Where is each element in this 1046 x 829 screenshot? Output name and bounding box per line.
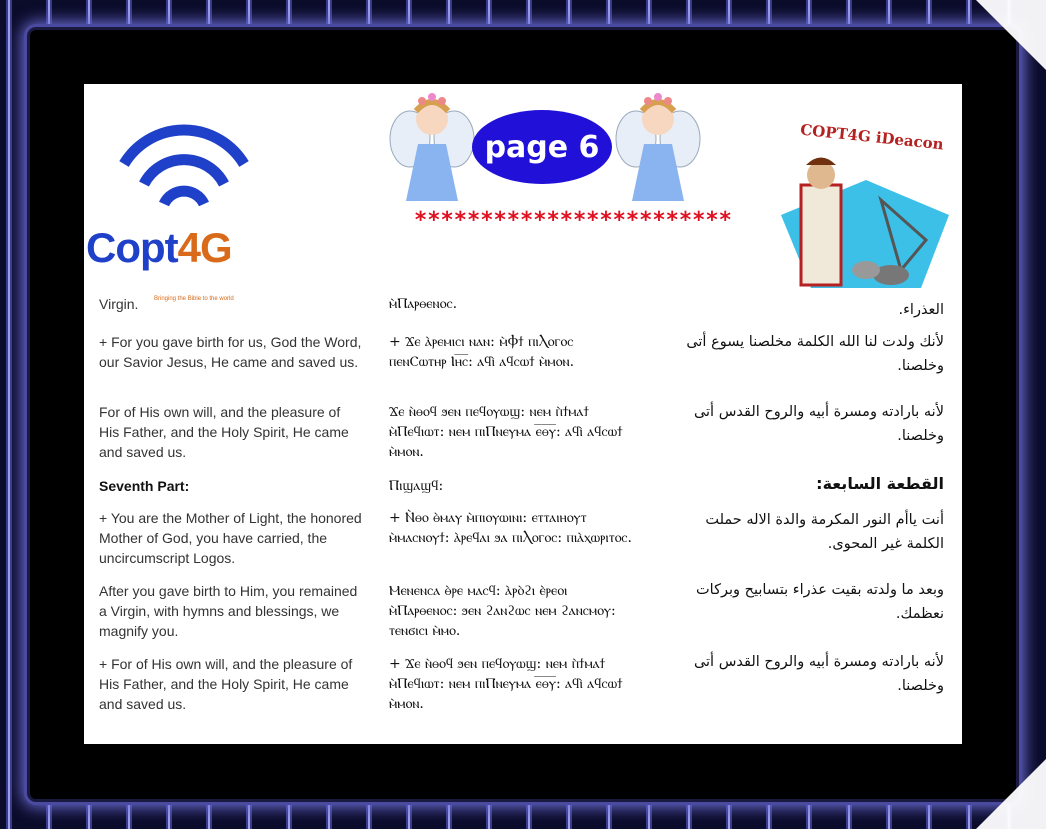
copt4g-logo-tagline: Bringing the Bible to the world <box>154 296 234 302</box>
coptic-paragraph: + Ϫⲉ ⲛ̀ⲑⲟϥ ϧⲉⲛ ⲡⲉϥⲟⲩⲱϣ: ⲛⲉⲙ ⲡ̀ϯⲙⲁϯ ⲙ̀Ⲡⲉϥⲓⲱⲧ: ⲛⲉⲙ ⲡⲓⲠⲛⲉⲩⲙⲁ ⲉ̅ⲑ̅ⲩ̅: ⲁϥⲓ̀ ⲁϥⲥⲱϯ ⲙ̀ⲙⲟⲛ. <box>389 656 623 712</box>
english-paragraph: Virgin. <box>99 296 139 312</box>
star-divider: ************************ <box>414 208 732 233</box>
english-section-heading: Seventh Part: <box>99 478 190 494</box>
coptic-paragraph: ⲙ̀Ⲡⲁⲣⲑⲉⲛⲟⲥ. <box>389 296 458 312</box>
copt4g-logo-text: Copt4G <box>86 224 232 271</box>
page-header <box>84 84 962 302</box>
ideacon-logo-text: COPT4G iDeacon <box>799 120 945 154</box>
arabic-paragraph: لأنه بارادته ومسرة أبيه والروح القدس أتى وخلصنا. <box>693 654 944 694</box>
angel-icon <box>614 89 702 204</box>
coptic-paragraph: Ϫⲉ ⲛ̀ⲑⲟϥ ϧⲉⲛ ⲡⲉϥⲟⲩⲱϣ: ⲛⲉⲙ ⲡ̀ϯⲙⲁϯ ⲙ̀Ⲡⲉϥⲓⲱⲧ: ⲛⲉⲙ ⲡⲓⲠⲛⲉⲩⲙⲁ ⲉ̅ⲑ̅ⲩ̅: ⲁϥⲓ̀ ⲁϥⲥⲱϯ ⲙ̀ⲙⲟⲛ. <box>389 404 623 460</box>
coptic-paragraph: Ⲙⲉⲛⲉⲛⲥⲁ ⲑ̀ⲣⲉ ⲙⲁⲥϥ: ⲁ̀ⲣⲟ̀ϩⲓ ⲉ̀ⲣⲉⲟⲓ ⲙ̀Ⲡⲁⲣⲑⲉⲛⲟⲥ: ϧⲉⲛ ϩⲁⲛϩⲱⲥ ⲛⲉⲙ ϩⲁⲛⲥⲙⲟⲩ: ⲧⲉⲛϭⲓⲥⲓ ⲙ̀ⲙⲟ. <box>389 583 616 639</box>
page-number-badge: page 6 <box>472 110 612 184</box>
arabic-section-heading: القطعة السابعة: <box>816 474 944 493</box>
english-paragraph: + You are the Mother of Light, the honored Mother of God, you have carried, the uncircumscript Logos. <box>99 510 362 566</box>
coptic-paragraph: + Ϫⲉ ⲁ̀ⲣⲉⲙⲓⲥⲓ ⲛⲁⲛ: ⲙ̀Ⲫϯ ⲡⲓⲖⲟⲅⲟⲥ ⲡⲉⲛⲤⲱⲧⲏⲣ Ⲓⲏ̅ⲥ̅: ⲁϥⲓ̀ ⲁϥⲥⲱϯ ⲙ̀ⲙⲟⲛ. <box>389 334 575 370</box>
document-page <box>84 84 962 744</box>
coptic-section-heading: Ⲡⲓϣⲁϣϥ: <box>389 478 444 494</box>
arabic-paragraph: العذراء. <box>898 302 944 318</box>
coptic-paragraph: + Ⲛ̀ⲑⲟ ⲑ̀ⲙⲁⲩ ⲙ̀ⲡⲓⲟⲩⲱⲓⲛⲓ: ⲉⲧⲧⲁⲓⲏⲟⲩⲧ ⲙ̀ⲙⲁⲥⲛⲟⲩϯ: ⲁ̀ⲣⲉϥⲁⲓ ϧⲁ ⲡⲓⲖⲟⲅⲟⲥ: ⲡⲓⲁ̀ⲭⲱⲣⲓⲧⲟⲥ. <box>389 510 633 546</box>
arabic-paragraph: لأنه بارادته ومسرة أبيه والروح القدس أتى وخلصنا. <box>693 404 944 444</box>
arabic-paragraph: لأنك ولدت لنا الله الكلمة مخلصنا يسوع أتى وخلصنا. <box>686 334 944 374</box>
copt4g-logo <box>84 124 274 302</box>
english-paragraph: For of His own will, and the pleasure of His Father, and the Holy Spirit, He came and saved us. <box>99 404 349 460</box>
english-paragraph: + For you gave birth for us, God the Word, our Savior Jesus, He came and saved us. <box>99 334 362 370</box>
english-paragraph: + For of His own will, and the pleasure of His Father, and the Holy Spirit, He came and saved us. <box>99 656 353 712</box>
english-paragraph: After you gave birth to Him, you remained a Virgin, with hymns and blessings, we magnify you. <box>99 583 358 639</box>
angel-icon <box>388 89 476 204</box>
arabic-paragraph: وبعد ما ولدته بقيت عذراء بتسابيح وبركات نعظمك. <box>696 582 944 622</box>
arabic-paragraph: أنت ياأم النور المكرمة والدة الاله حملت الكلمة غير المحوى. <box>705 512 944 552</box>
